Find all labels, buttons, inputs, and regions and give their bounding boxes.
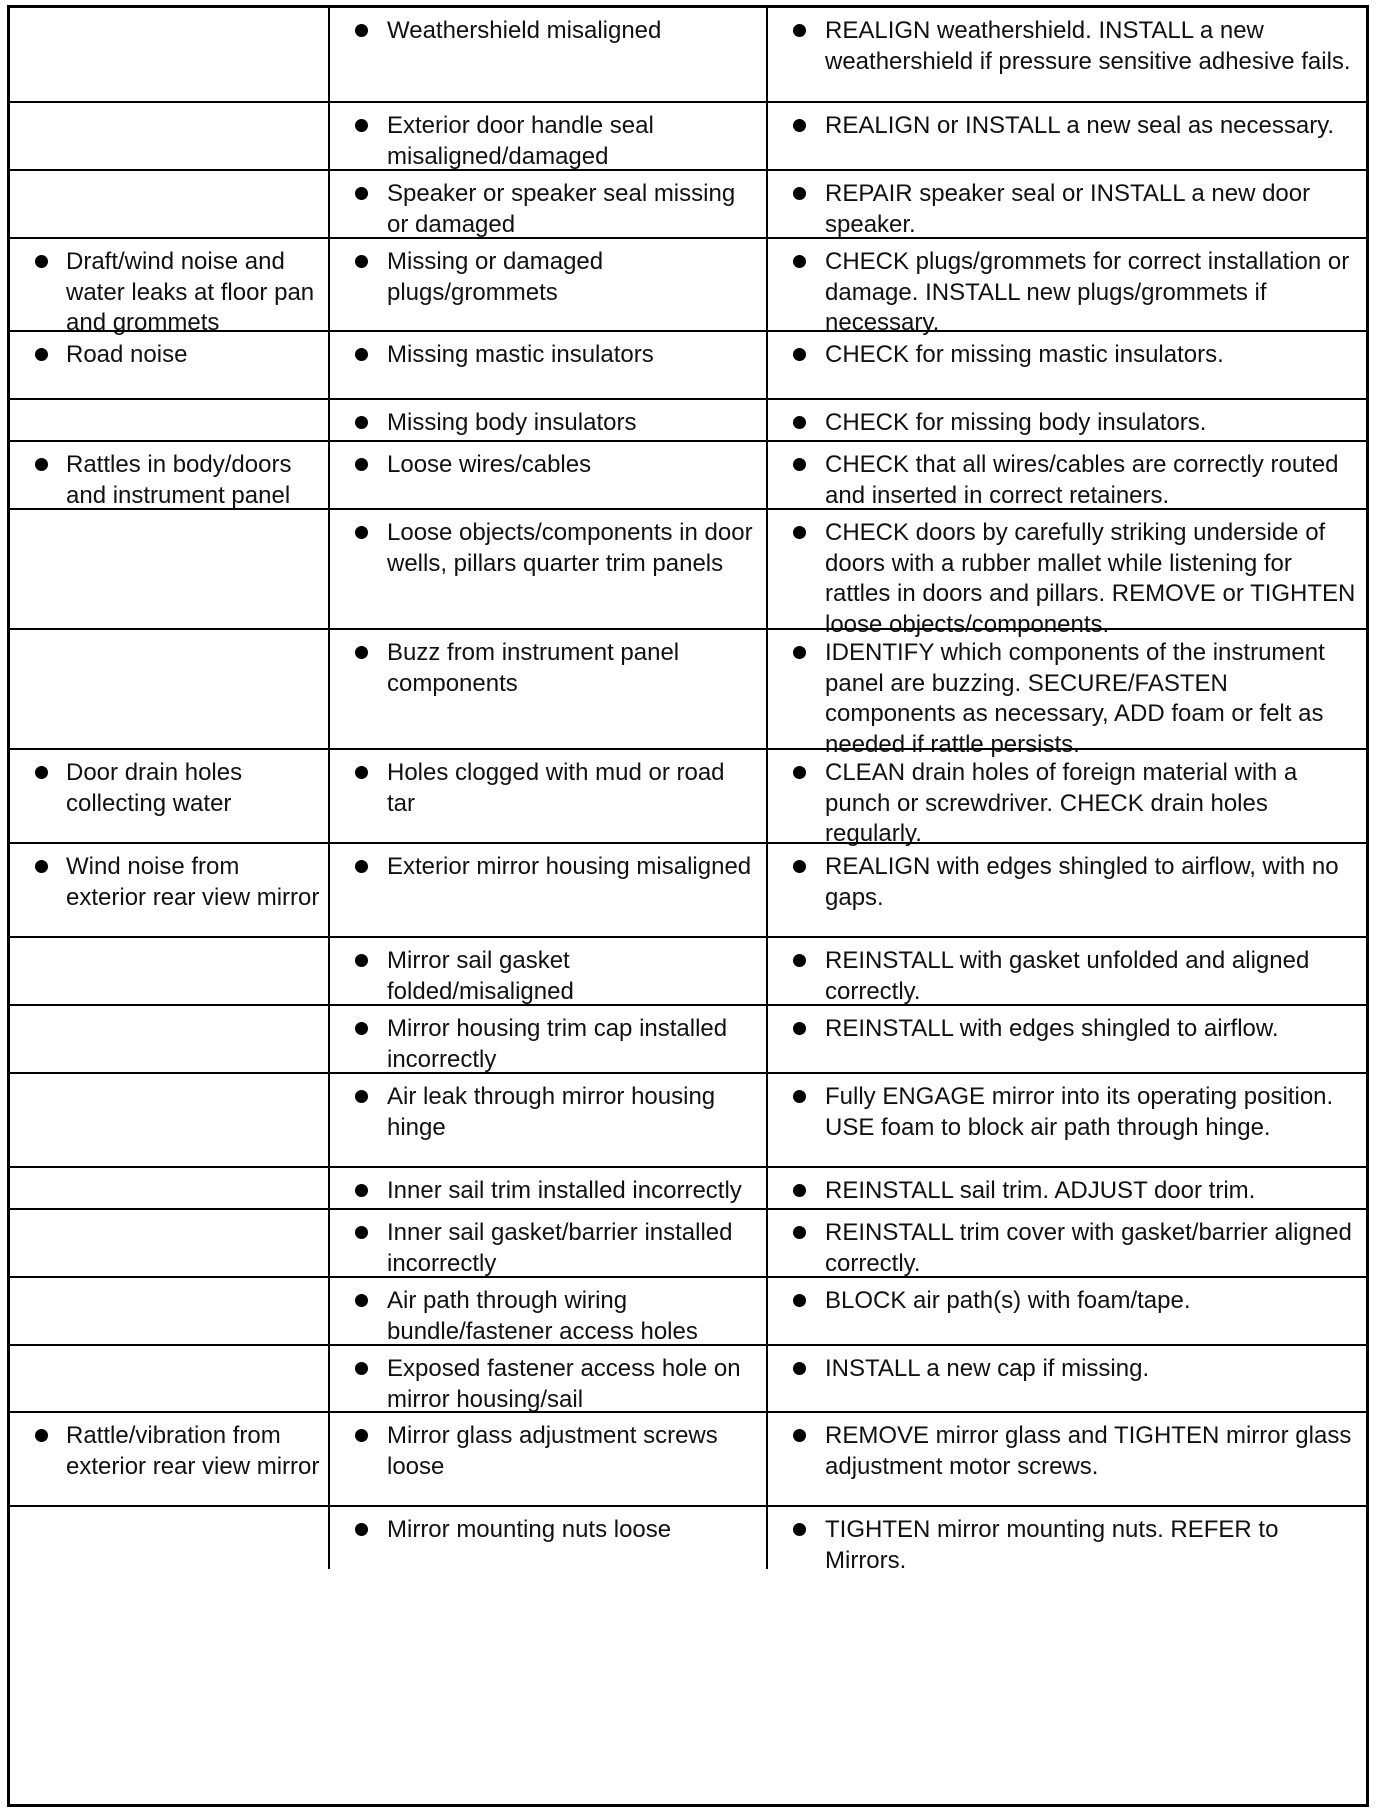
table-row [10,101,1366,169]
bullet-icon [35,348,48,361]
cause-text: Mirror mounting nuts loose [387,1516,672,1543]
condition-cell [10,1507,330,1569]
cause-cell [330,1210,768,1276]
bullet-icon [793,416,806,429]
bullet-icon [355,954,368,967]
condition-cell [10,1210,330,1276]
bullet-icon [355,1294,368,1307]
action-cell [768,442,1366,508]
table-row [10,1344,1366,1411]
bullet-icon [793,255,806,268]
cause-item [330,1354,766,1415]
cause-text: Inner sail gasket/barrier installed incorrectly [387,1219,733,1277]
cause-cell [330,1346,768,1411]
table-row [10,1004,1366,1072]
condition-cell [10,938,330,1004]
cause-text: Buzz from instrument panel components [387,639,680,697]
table-row [10,748,1366,847]
condition-cell [10,332,330,398]
action-item [768,16,1366,77]
cause-cell [330,750,768,842]
action-cell [768,1346,1366,1411]
bullet-icon [355,1226,368,1239]
action-text: INSTALL a new cap if missing. [825,1355,1150,1382]
cause-text: Weathershield misaligned [387,17,662,44]
table-row [10,169,1366,237]
action-cell [768,1168,1366,1208]
bullet-icon [793,766,806,779]
table-row [10,237,1366,336]
action-cell [768,1278,1366,1344]
action-item [768,852,1366,913]
cause-text: Speaker or speaker seal missing or damaged [387,180,736,238]
condition-cell [10,510,330,628]
cause-item [330,852,766,883]
cause-item [330,1218,766,1279]
action-item [768,1421,1366,1482]
cause-item [330,638,766,699]
table-row [10,398,1366,440]
bullet-icon [793,24,806,37]
cause-item [330,946,766,1007]
cause-text: Air path through wiring bundle/fastener access holes [387,1287,698,1345]
action-cell [768,1413,1366,1505]
condition-cell [10,750,330,842]
action-cell [768,938,1366,1004]
bullet-icon [355,187,368,200]
condition-cell [10,1006,330,1072]
cause-cell [330,1507,768,1569]
action-text: CHECK for missing body insulators. [825,409,1207,436]
action-text: REALIGN or INSTALL a new seal as necessary. [825,112,1335,139]
cause-cell [330,239,768,330]
cause-text: Holes clogged with mud or road tar [387,759,725,817]
condition-cell [10,171,330,237]
bullet-icon [355,1429,368,1442]
cause-cell [330,844,768,936]
bullet-icon [793,646,806,659]
condition-cell [10,8,330,101]
action-cell [768,239,1366,336]
cause-cell [330,400,768,440]
cause-item [330,340,766,371]
cause-cell [330,1278,768,1344]
bullet-icon [355,1184,368,1197]
cause-text: Mirror sail gasket folded/misaligned [387,947,574,1005]
cause-cell [330,1006,768,1072]
cause-item [330,1014,766,1075]
condition-text: Door drain holes collecting water [66,759,243,817]
condition-cell [10,630,330,748]
action-item [768,758,1366,850]
table-row [10,936,1366,1004]
table-row [10,508,1366,638]
bullet-icon [793,860,806,873]
bullet-icon [793,1090,806,1103]
bullet-icon [355,1090,368,1103]
bullet-icon [793,1022,806,1035]
cause-cell [330,510,768,628]
bullet-icon [793,458,806,471]
action-text: IDENTIFY which components of the instrument panel are buzzing. SECURE/FASTEN components as necessary, ADD foam or felt as needed if rattle persists. [825,639,1325,758]
condition-item [10,758,328,819]
action-item [768,408,1366,439]
bullet-icon [355,24,368,37]
action-cell [768,171,1366,237]
table-row [10,628,1366,758]
cause-text: Loose objects/components in door wells, pillars quarter trim panels [387,519,753,577]
bullet-icon [793,1429,806,1442]
bullet-icon [355,766,368,779]
action-item [768,450,1366,511]
action-item [768,1082,1366,1143]
cause-text: Missing mastic insulators [387,341,654,368]
bullet-icon [355,526,368,539]
action-text: CHECK plugs/grommets for correct installation or damage. INSTALL new plugs/grommets if necessary. [825,248,1350,336]
condition-cell [10,1168,330,1208]
action-text: REINSTALL with gasket unfolded and aligned correctly. [825,947,1310,1005]
bullet-icon [793,348,806,361]
condition-cell [10,844,330,936]
table-row [10,440,1366,508]
bullet-icon [355,860,368,873]
cause-cell [330,1074,768,1166]
table-row [10,1166,1366,1208]
table-row [10,1505,1366,1574]
bullet-icon [793,1523,806,1536]
condition-cell [10,103,330,169]
action-text: CHECK for missing mastic insulators. [825,341,1224,368]
condition-cell [10,1413,330,1505]
cause-text: Missing body insulators [387,409,637,436]
condition-text: Rattles in body/doors and instrument panel [66,451,292,509]
bullet-icon [35,1429,48,1442]
action-item [768,111,1366,142]
condition-item [10,340,328,371]
action-text: REINSTALL with edges shingled to airflow. [825,1015,1279,1042]
bullet-icon [793,1226,806,1239]
cause-text: Mirror housing trim cap installed incorrectly [387,1015,728,1073]
bullet-icon [793,1362,806,1375]
bullet-icon [355,1523,368,1536]
bullet-icon [355,458,368,471]
action-text: REPAIR speaker seal or INSTALL a new door speaker. [825,180,1311,238]
action-text: REALIGN weathershield. INSTALL a new weathershield if pressure sensitive adhesive fails. [825,17,1351,75]
condition-item [10,852,328,913]
action-text: BLOCK air path(s) with foam/tape. [825,1287,1191,1314]
cause-cell [330,332,768,398]
condition-cell [10,442,330,508]
cause-item [330,1515,766,1546]
action-cell [768,630,1366,758]
cause-item [330,450,766,481]
cause-item [330,758,766,819]
action-cell [768,332,1366,398]
cause-cell [330,442,768,508]
bullet-icon [355,119,368,132]
bullet-icon [355,255,368,268]
condition-text: Road noise [66,341,188,368]
bullet-icon [793,1184,806,1197]
cause-text: Loose wires/cables [387,451,592,478]
action-cell [768,750,1366,847]
condition-item [10,247,328,339]
cause-text: Exposed fastener access hole on mirror housing/sail [387,1355,741,1413]
action-item [768,946,1366,1007]
bullet-icon [355,1022,368,1035]
cause-item [330,1082,766,1143]
action-text: TIGHTEN mirror mounting nuts. REFER to Mirrors. [825,1516,1279,1574]
cause-item [330,247,766,308]
bullet-icon [793,119,806,132]
cause-cell [330,1413,768,1505]
bullet-icon [793,526,806,539]
bullet-icon [35,766,48,779]
condition-text: Rattle/vibration from exterior rear view mirror [66,1422,320,1480]
action-item [768,1014,1366,1045]
cause-text: Mirror glass adjustment screws loose [387,1422,718,1480]
action-item [768,638,1366,760]
action-cell [768,103,1366,169]
bullet-icon [793,1294,806,1307]
cause-cell [330,938,768,1004]
action-text: CHECK that all wires/cables are correctly routed and inserted in correct retainers. [825,451,1339,509]
table-row [10,1276,1366,1344]
action-cell [768,1507,1366,1574]
action-item [768,1218,1366,1279]
bullet-icon [355,416,368,429]
action-item [768,340,1366,371]
cause-item [330,1286,766,1347]
condition-item [10,1421,328,1482]
condition-text: Draft/wind noise and water leaks at floor pan and grommets [66,248,315,336]
action-item [768,518,1366,640]
condition-text: Wind noise from exterior rear view mirror [66,853,320,911]
action-text: REALIGN with edges shingled to airflow, with no gaps. [825,853,1339,911]
bullet-icon [35,255,48,268]
action-item [768,1354,1366,1385]
cause-cell [330,8,768,101]
table-row [10,1411,1366,1505]
bullet-icon [793,187,806,200]
action-cell [768,1006,1366,1072]
diagnosis-table [7,5,1369,1807]
cause-text: Exterior door handle seal misaligned/damaged [387,112,654,170]
cause-item [330,111,766,172]
action-cell [768,1210,1366,1276]
action-text: CLEAN drain holes of foreign material with a punch or screwdriver. CHECK drain holes regularly. [825,759,1298,847]
cause-item [330,518,766,579]
bullet-icon [35,458,48,471]
table-row [10,330,1366,398]
bullet-icon [35,860,48,873]
cause-text: Missing or damaged plugs/grommets [387,248,604,306]
action-item [768,1286,1366,1317]
condition-cell [10,1278,330,1344]
condition-cell [10,400,330,440]
cause-item [330,16,766,47]
bullet-icon [793,954,806,967]
bullet-icon [355,1362,368,1375]
cause-cell [330,171,768,237]
action-item [768,179,1366,240]
cause-text: Air leak through mirror housing hinge [387,1083,716,1141]
condition-cell [10,1074,330,1166]
action-cell [768,1074,1366,1166]
cause-item [330,1176,766,1207]
action-text: REINSTALL trim cover with gasket/barrier aligned correctly. [825,1219,1352,1277]
action-cell [768,844,1366,936]
action-item [768,1515,1366,1576]
action-text: REMOVE mirror glass and TIGHTEN mirror glass adjustment motor screws. [825,1422,1352,1480]
table-row [10,842,1366,936]
cause-item [330,179,766,240]
table-row [10,1072,1366,1166]
action-text: CHECK doors by carefully striking underside of doors with a rubber mallet while listening for rattles in doors and pillars. REMOVE or TIGHTEN loose objects/components. [825,519,1356,638]
action-item [768,247,1366,339]
bullet-icon [355,646,368,659]
cause-text: Exterior mirror housing misaligned [387,853,752,880]
cause-cell [330,630,768,748]
cause-text: Inner sail trim installed incorrectly [387,1177,742,1204]
cause-item [330,408,766,439]
action-cell [768,8,1366,101]
table-row [10,1208,1366,1276]
action-text: REINSTALL sail trim. ADJUST door trim. [825,1177,1256,1204]
cause-cell [330,1168,768,1208]
condition-item [10,450,328,511]
action-item [768,1176,1366,1207]
table-row [10,8,1366,101]
action-cell [768,400,1366,440]
action-cell [768,510,1366,638]
condition-cell [10,1346,330,1411]
condition-cell [10,239,330,336]
cause-cell [330,103,768,169]
bullet-icon [355,348,368,361]
action-text: Fully ENGAGE mirror into its operating position. USE foam to block air path through hinge. [825,1083,1334,1141]
cause-item [330,1421,766,1482]
